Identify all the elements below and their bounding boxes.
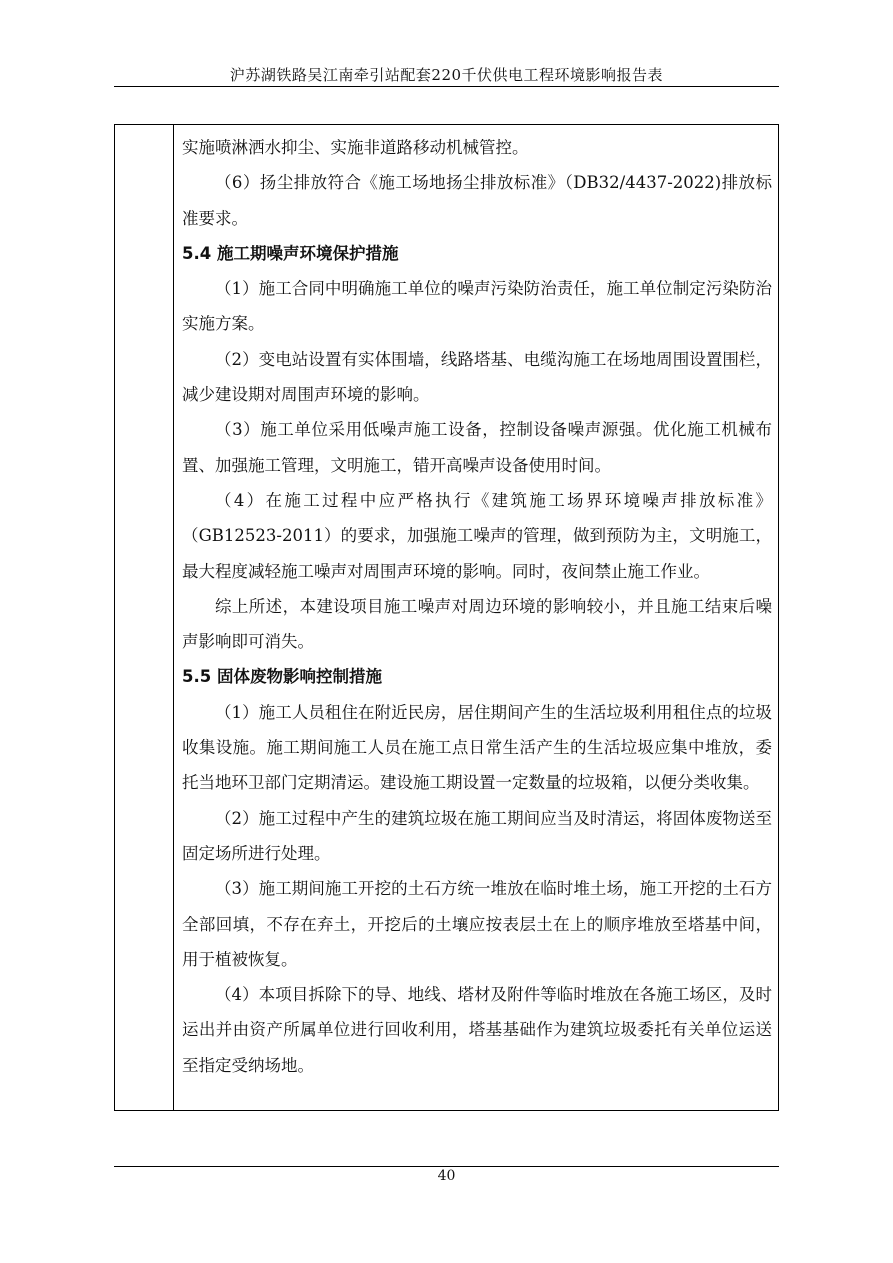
waste-item-2: （2）施工过程中产生的建筑垃圾在施工期间应当及时清运，将固体废物送至固定场所进行处理。 — [182, 808, 772, 863]
page-header-title: 沪苏湖铁路吴江南牵引站配套220千伏供电工程环境影响报告表 — [229, 66, 664, 84]
waste-item-1: （1）施工人员租住在附近民房，居住期间产生的生活垃圾利用租住点的垃圾收集设施。施工期间施工人员在施工点日常生活产生的生活垃圾应集中堆放，委托当地环卫部门定期清运。建设施工期设置一定数量的垃圾箱，以便分类收集。 — [182, 702, 772, 793]
waste-item-3: （3）施工期间施工开挖的土石方统一堆放在临时堆土场，施工开挖的土石方全部回填，不存在弃土，开挖后的土壤应按表层土在上的顺序堆放至塔基中间，用于植被恢复。 — [182, 879, 772, 969]
dust-item-6: （6）扬尘排放符合《施工场地扬尘排放标准》（DB32/4437-2022)排放标准要求。 — [182, 173, 772, 228]
section-5-4-heading: 5.4 施工期噪声环境保护措施 — [182, 243, 399, 263]
waste-item-4: （4）本项目拆除下的导、地线、塔材及附件等临时堆放在各施工场区，及时运出并由资产所属单位进行回收利用，塔基基础作为建筑垃圾委托有关单位运送至指定受纳场地。 — [182, 985, 772, 1075]
section-5-5-heading: 5.5 固体废物影响控制措施 — [182, 667, 382, 687]
table-left-column — [115, 125, 174, 1110]
header-divider — [114, 86, 779, 87]
noise-summary: 综上所述，本建设项目施工噪声对周边环境的影响较小，并且施工结束后噪声影响即可消失。 — [182, 596, 772, 652]
continuation-paragraph: 实施喷淋洒水抑尘、实施非道路移动机械管控。 — [182, 138, 529, 157]
noise-item-4: （4）在施工过程中应严格执行《建筑施工场界环境噪声排放标准》（GB12523-2011）的要求，加强施工噪声的管理，做到预防为主，文明施工，最大程度减轻施工噪声对周围声环境的影响。同时，夜间禁止施工作业。 — [182, 490, 772, 581]
noise-item-3: （3）施工单位采用低噪声施工设备，控制设备噪声源强。优化施工机械布置、加强施工管理，文明施工，错开高噪声设备使用时间。 — [182, 420, 772, 475]
page-number: 40 — [437, 1168, 456, 1184]
footer-divider — [114, 1166, 779, 1167]
noise-item-2: （2）变电站设置有实体围墙，线路塔基、电缆沟施工在场地周围设置围栏，减少建设期对周围声环境的影响。 — [182, 349, 772, 405]
noise-item-1: （1）施工合同中明确施工单位的噪声污染防治责任，施工单位制定污染防治实施方案。 — [182, 279, 772, 334]
table-body-text — [182, 130, 772, 1083]
content-table — [114, 124, 779, 1111]
